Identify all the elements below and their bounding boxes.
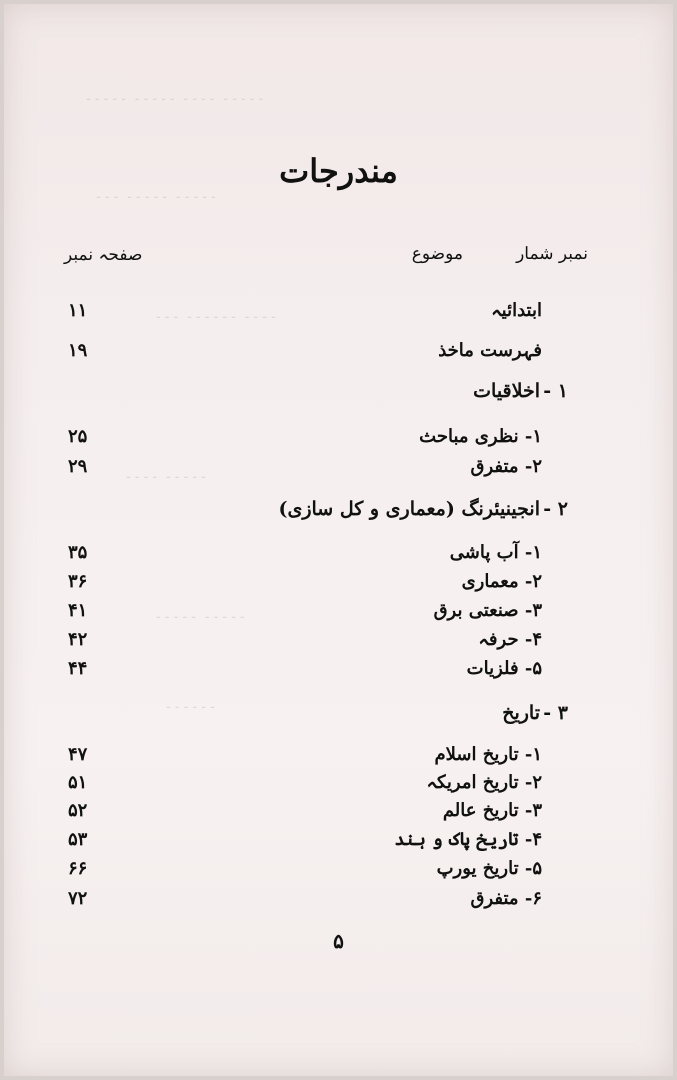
toc-page-number: ۳۶ [68, 571, 88, 592]
toc-page-number: ۶۶ [68, 858, 88, 879]
toc-entry-label: ۱- نظری مباحث [419, 426, 542, 447]
toc-row [4, 888, 673, 916]
toc-page-number: ۱۱ [68, 300, 88, 321]
toc-section-label: تاریخ [502, 702, 540, 724]
header-topic: موضوع [411, 244, 463, 264]
toc-page-number: ۲۵ [68, 426, 88, 447]
page-title: مندرجات [279, 152, 398, 190]
toc-row [4, 600, 673, 628]
document-page [4, 4, 673, 1076]
toc-entry-label: ابتدائیہ [491, 300, 542, 321]
toc-page-number: ۴۴ [68, 658, 88, 679]
toc-entry-label: فہرست ماخذ [438, 340, 542, 361]
toc-section-number: ۱ - [543, 380, 568, 402]
toc-section-number: ۲ - [543, 498, 568, 520]
toc-row [4, 800, 673, 828]
toc-page-number: ۵۳ [68, 829, 88, 850]
page-number-footer: ۵ [333, 929, 344, 953]
toc-page-number: ۳۵ [68, 542, 88, 563]
bleed-through-text: ۔۔۔۔۔ ۔۔۔۔ [124, 464, 208, 482]
header-serial: نمبر شمار [516, 244, 588, 264]
header-page: صفحہ نمبر [64, 245, 143, 265]
toc-entry-label: ۴- حرفہ [478, 629, 542, 650]
bleed-through-text: ۔۔۔۔ ۔۔۔۔۔۔ ۔۔۔ [154, 304, 278, 322]
toc-page-number: ۴۷ [68, 744, 88, 765]
toc-section-row [4, 702, 673, 730]
toc-page-number: ۵۲ [68, 800, 88, 821]
toc-section-row [4, 380, 673, 408]
toc-row [4, 426, 673, 454]
toc-entry-label: ۳- صنعتی برق [433, 600, 542, 621]
toc-entry-label: ۲- تاریخ امریکہ [426, 772, 542, 793]
toc-entry-label: ۳- تاریخ عالم [442, 800, 542, 821]
toc-row [4, 542, 673, 570]
toc-section-row [4, 498, 673, 526]
toc-row [4, 858, 673, 886]
toc-row [4, 629, 673, 657]
toc-section-label: اخلاقیات [473, 380, 540, 402]
toc-row [4, 300, 673, 328]
toc-section-number: ۳ - [543, 702, 568, 724]
bleed-through-text: ۔۔۔۔۔۔ [164, 694, 217, 712]
toc-page-number: ۷۲ [68, 888, 88, 909]
toc-entry-label: ۵- تاریخ یورپ [436, 858, 542, 879]
toc-row [4, 772, 673, 800]
bleed-through-text: ۔۔۔۔۔ ۔۔۔۔۔ [154, 604, 247, 622]
toc-row [4, 456, 673, 484]
toc-row [4, 829, 673, 857]
toc-entry-label: ۵- فلزیات [466, 658, 542, 679]
toc-entry-label: ۱- تاریخ اسلام [434, 744, 542, 765]
bleed-through-text: ۔۔۔۔۔ ۔۔۔۔۔ ۔۔۔ [94, 184, 218, 202]
toc-row [4, 340, 673, 368]
toc-page-number: ۱۹ [68, 340, 88, 361]
toc-entry-label: ۶- متفرق [470, 888, 542, 909]
toc-page-number: ۵۱ [68, 772, 88, 793]
toc-section-label: انجینیئرنگ (معماری و کل سازی) [278, 498, 540, 520]
toc-page-number: ۲۹ [68, 456, 88, 477]
toc-entry-label: ۴- تاریخ پاک و ہند [394, 829, 542, 850]
toc-entry-label: ۱- آب پاشی [449, 542, 542, 563]
toc-row [4, 658, 673, 686]
toc-page-number: ۴۱ [68, 600, 88, 621]
toc-entry-label: ۲- معماری [461, 571, 542, 592]
bleed-through-text: ۔۔۔۔۔ ۔۔۔۔ ۔۔۔۔۔ ۔۔۔۔۔ [84, 86, 266, 104]
toc-row [4, 571, 673, 599]
toc-entry-label: ۲- متفرق [470, 456, 542, 477]
toc-page-number: ۴۲ [68, 629, 88, 650]
toc-row [4, 744, 673, 772]
